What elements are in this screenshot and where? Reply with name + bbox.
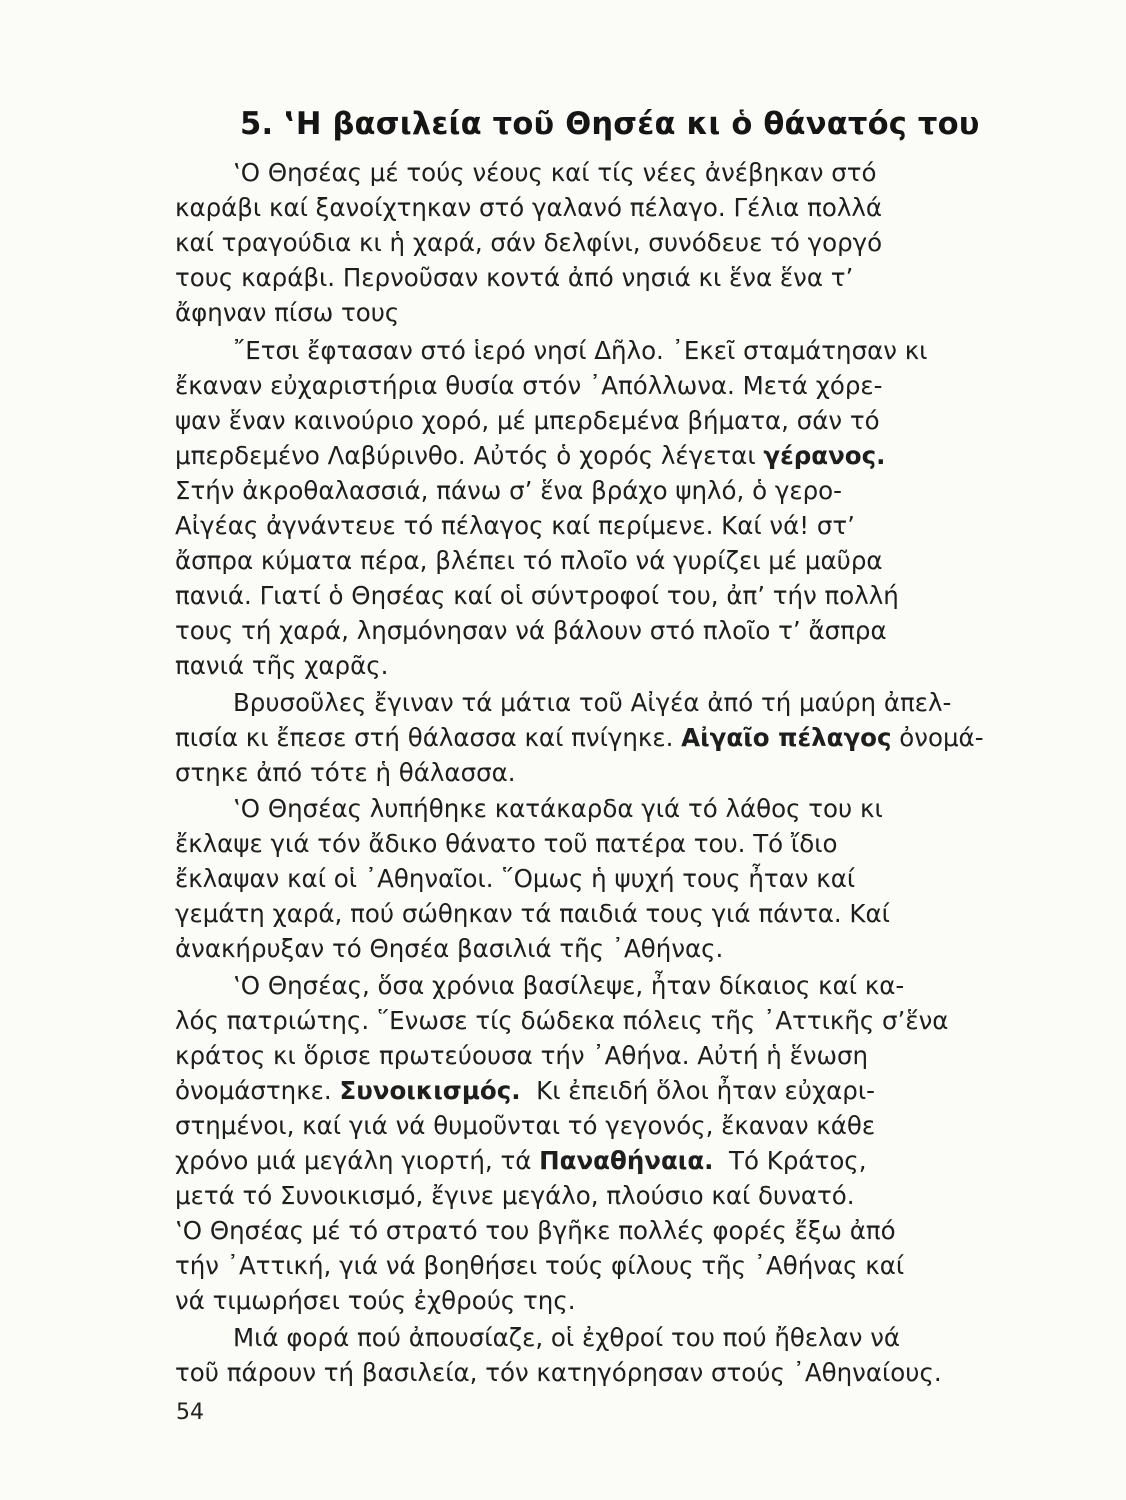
text-line: τους καράβι. Περνοῦσαν κοντά ἀπό νησιά κι ἕνα ἕνα τ’ xyxy=(175,263,854,292)
bold-term: Αἰγαῖο πέλαγος xyxy=(681,723,892,752)
chapter-heading: 5. ‛Η βασιλεία τοῦ Θησέα κι ὁ θάνατός του xyxy=(240,106,980,142)
text-line: Μιά φορά πού ἀπουσίαζε, οἱ ἐχθροί του πού ἤθελαν νά xyxy=(233,1323,901,1352)
bold-term: γέρανος. xyxy=(763,441,886,470)
text-line: στηκε ἀπό τότε ἡ θάλασσα. xyxy=(175,758,516,787)
text-line: λός πατριώτης. ῞Ενωσε τίς δώδεκα πόλεις τῆς ᾿Αττικῆς σ’ἕνα xyxy=(175,1006,949,1035)
text-line: τήν ᾿Αττική, γιά νά βοηθήσει τούς φίλους τῆς ᾿Αθήνας καί xyxy=(175,1251,905,1280)
text-line: καί τραγούδια κι ἡ χαρά, σάν δελφίνι, συνόδευε τό γοργό xyxy=(175,228,883,257)
text-line: Βρυσοῦλες ἔγιναν τά μάτια τοῦ Αἰγέα ἀπό τή μαύρη ἀπελ- xyxy=(233,688,952,717)
text-line: μετά τό Συνοικισμό, ἔγινε μεγάλο, πλούσιο καί δυνατό. xyxy=(175,1181,855,1210)
text-line: χρόνο μιά μεγάλη γιορτή, τά Παναθήναια. Τό Κράτος, xyxy=(175,1146,867,1175)
text-line: ῎Ετσι ἔφτασαν στό ἱερό νησί Δῆλο. ᾿Εκεῖ σταμάτησαν κι xyxy=(233,336,928,365)
text-line: ἔκαναν εὐχαριστήρια θυσία στόν ᾿Απόλλωνα. Μετά χόρε- xyxy=(175,371,883,400)
text-line: τους τή χαρά, λησμόνησαν νά βάλουν στό πλοῖο τ’ ἄσπρα xyxy=(175,616,887,645)
text-line: Στήν ἀκροθαλασσιά, πάνω σ’ ἕνα βράχο ψηλό, ὁ γερο- xyxy=(175,476,843,505)
page-number: 54 xyxy=(176,1400,204,1425)
text-line: ἔκλαψε γιά τόν ἄδικο θάνατο τοῦ πατέρα του. Τό ἴδιο xyxy=(175,829,838,858)
bold-term: Συνοικισμός. xyxy=(339,1076,521,1105)
text-line: ‛Ο Θησέας λυπήθηκε κατάκαρδα γιά τό λάθος του κι xyxy=(233,794,883,823)
text-line: στημένοι, καί γιά νά θυμοῦνται τό γεγονός, ἔκαναν κάθε xyxy=(175,1111,876,1140)
text-line: πισία κι ἔπεσε στή θάλασσα καί πνίγηκε. Αἰγαῖο πέλαγος ὀνομά- xyxy=(175,723,984,752)
text-line: πανιά τῆς χαρᾶς. xyxy=(175,651,389,680)
text-line: ‛Ο Θησέας μέ τό στρατό του βγῆκε πολλές φορές ἔξω ἀπό xyxy=(175,1216,896,1245)
text-line: ἀνακήρυξαν τό Θησέα βασιλιά τῆς ᾿Αθήνας. xyxy=(175,934,724,963)
text-line: ἄφηναν πίσω τους xyxy=(175,298,400,327)
text-line: πανιά. Γιατί ὁ Θησέας καί οἱ σύντροφοί του, ἀπ’ τήν πολλή xyxy=(175,581,899,610)
text-line: γεμάτη χαρά, πού σώθηκαν τά παιδιά τους γιά πάντα. Καί xyxy=(175,899,890,928)
text-line: μπερδεμένο Λαβύρινθο. Αὐτός ὁ χορός λέγεται γέρανος. xyxy=(175,441,886,470)
bold-term: Παναθήναια. xyxy=(539,1146,714,1175)
text-line: ἄσπρα κύματα πέρα, βλέπει τό πλοῖο νά γυρίζει μέ μαῦρα xyxy=(175,546,883,575)
text-line: ‛Ο Θησέας, ὅσα χρόνια βασίλεψε, ἦταν δίκαιος καί κα- xyxy=(233,971,905,1000)
text-line: τοῦ πάρουν τή βασιλεία, τόν κατηγόρησαν στούς ᾿Αθηναίους. xyxy=(175,1358,942,1387)
text-line: κράτος κι ὅρισε πρωτεύουσα τήν ᾿Αθήνα. Αὐτή ἡ ἕνωση xyxy=(175,1041,869,1070)
text-line: ὀνομάστηκε. Συνοικισμός. Κι ἐπειδή ὅλοι ἦταν εὐχαρι- xyxy=(175,1076,875,1105)
text-line: ψαν ἕναν καινούριο χορό, μέ μπερδεμένα βήματα, σάν τό xyxy=(175,406,880,435)
text-line: Αἰγέας ἀγνάντευε τό πέλαγος καί περίμενε. Καί νά! στ’ xyxy=(175,511,855,540)
text-line: ‛Ο Θησέας μέ τούς νέους καί τίς νέες ἀνέβηκαν στό xyxy=(233,158,877,187)
text-line: νά τιμωρήσει τούς ἐχθρούς της. xyxy=(175,1286,576,1315)
text-line: ἔκλαψαν καί οἱ ᾿Αθηναῖοι. ῞Ομως ἡ ψυχή τους ἦταν καί xyxy=(175,864,856,893)
text-line: καράβι καί ξανοίχτηκαν στό γαλανό πέλαγο. Γέλια πολλά xyxy=(175,193,882,222)
